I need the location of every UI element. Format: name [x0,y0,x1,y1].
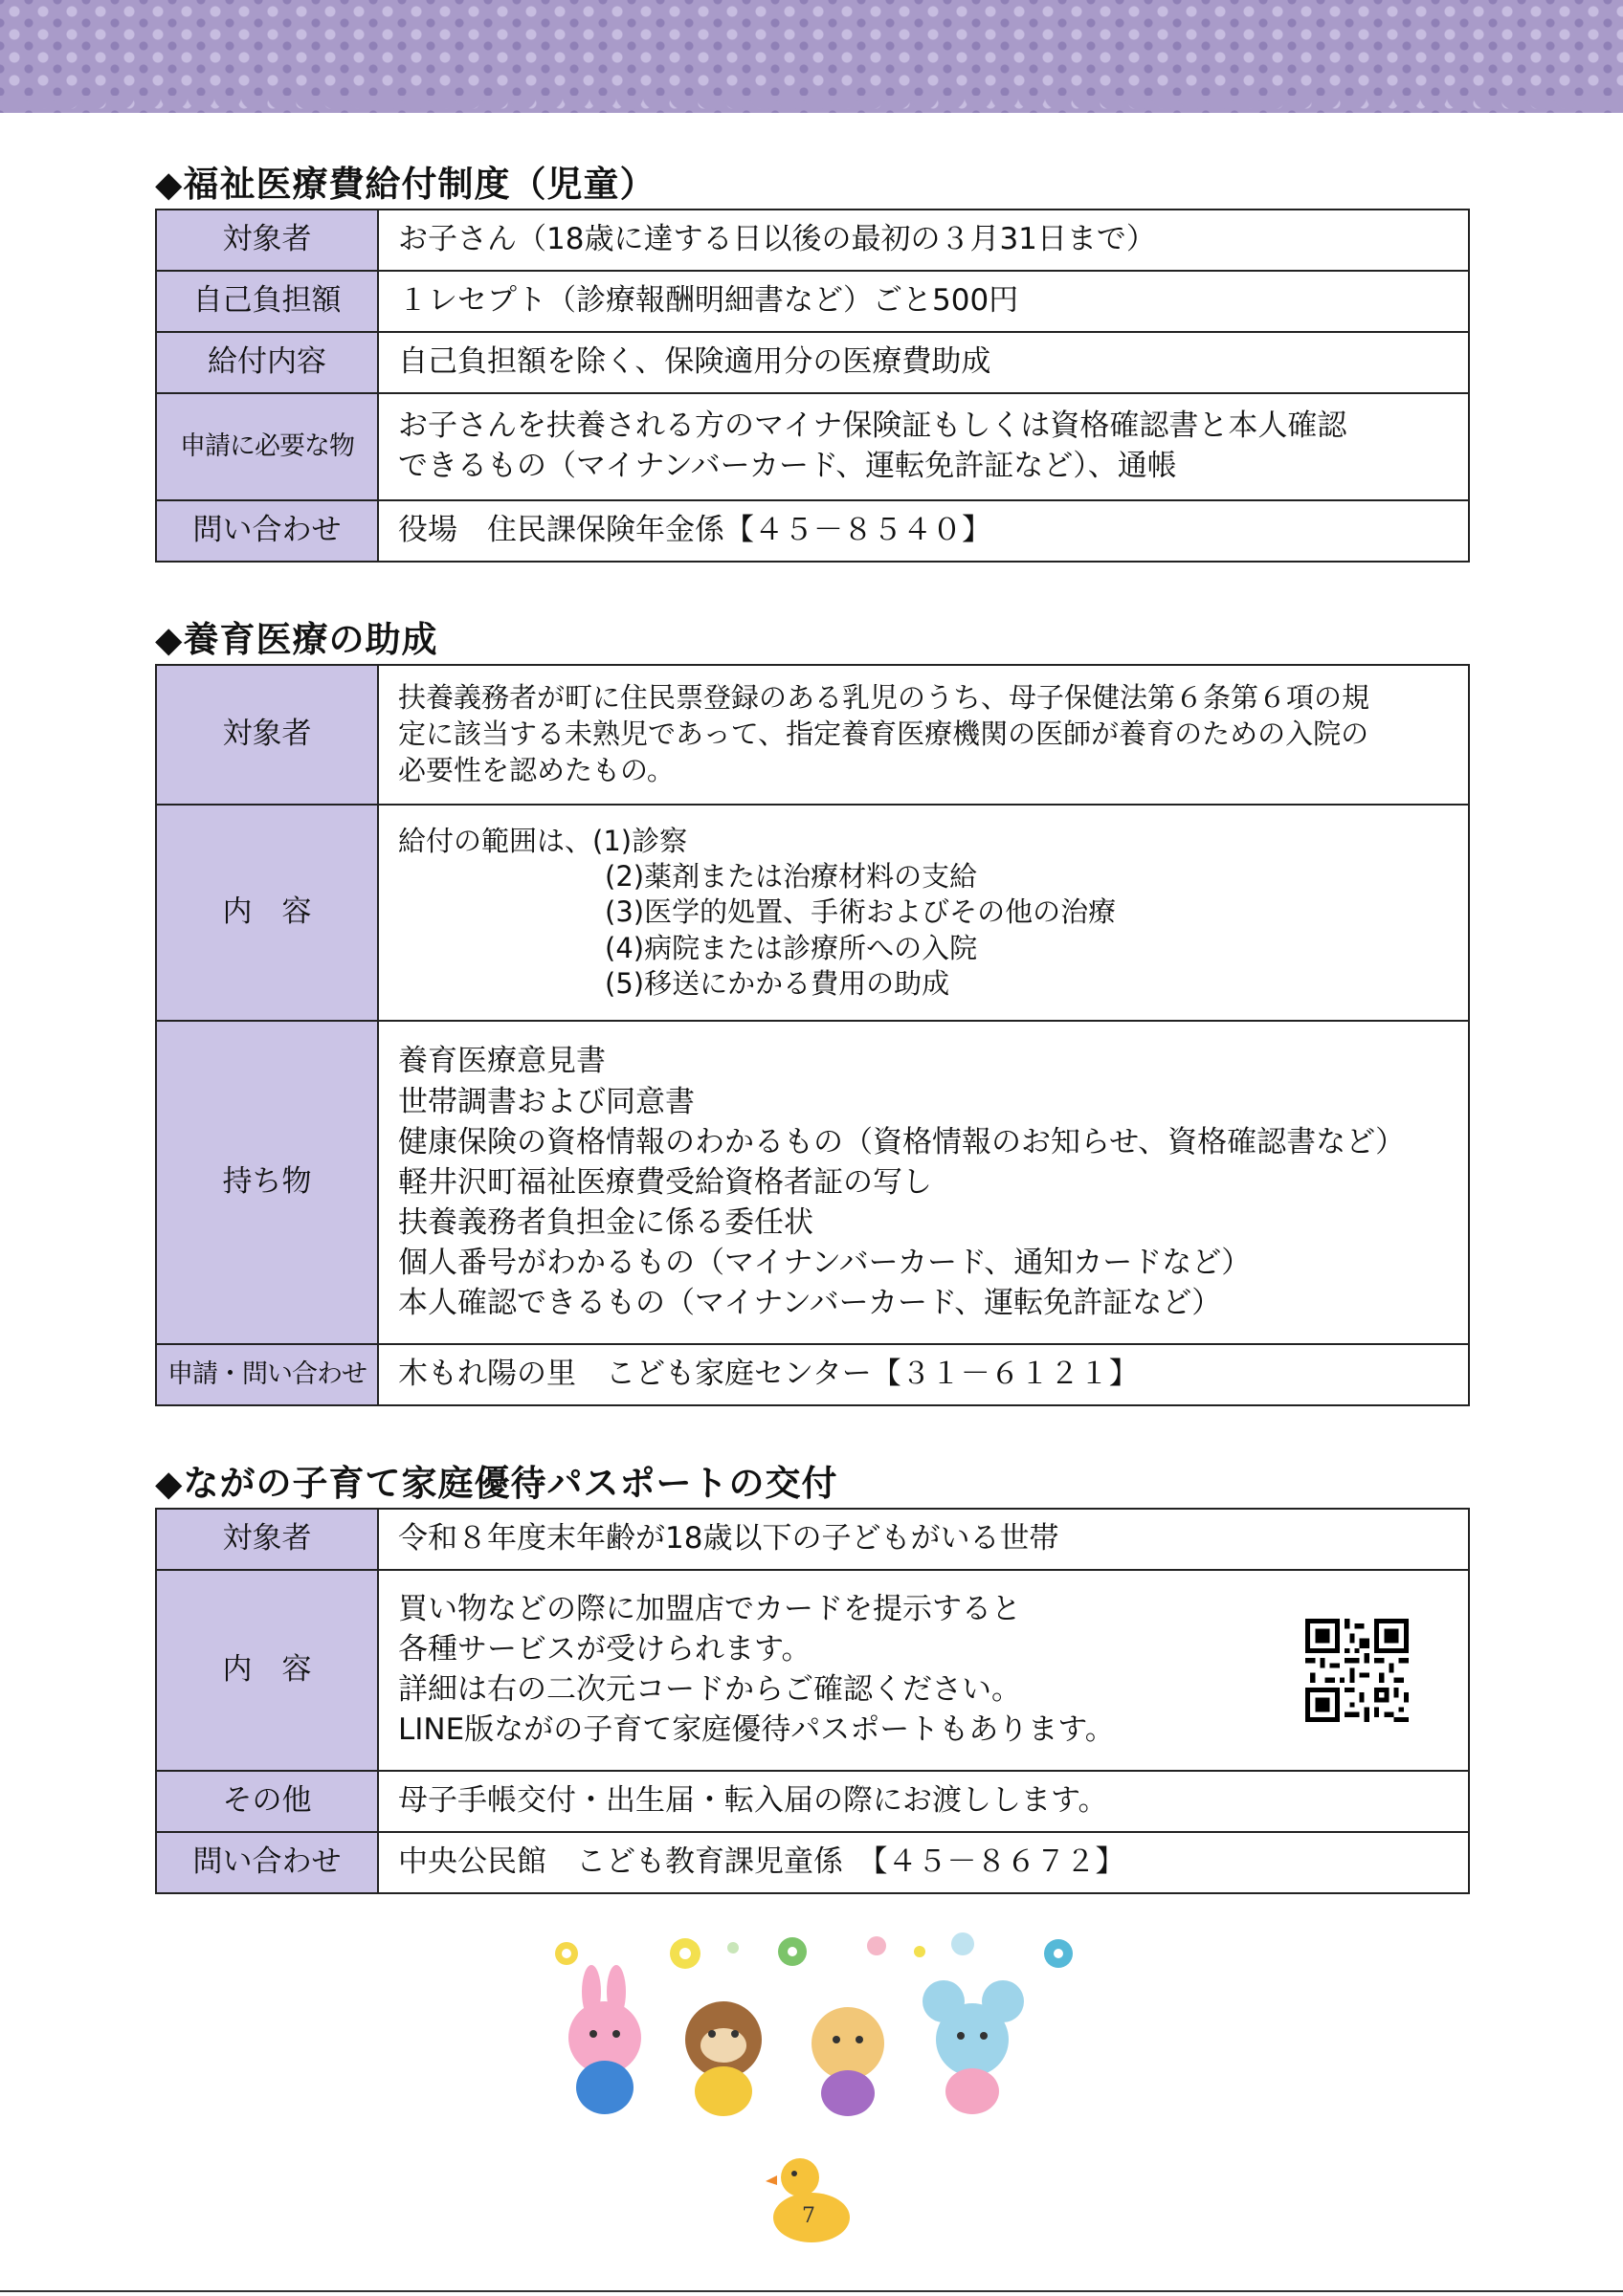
table-row [156,1509,1469,1570]
bottom-divider [0,2290,1623,2292]
row-value: 令和８年度末年齢が18歳以下の子どもがいる世帯 [378,1509,1469,1570]
header-wavy-edge [0,96,1623,119]
page-number: 7 [802,2204,815,2228]
row-label: 内 容 [156,805,378,1021]
family-passport-table [155,1508,1470,1894]
section-title-family-passport: ◆ながの子育て家庭優待パスポートの交付 [155,1463,838,1504]
list-item: (4)病院または診療所への入院 [605,931,978,964]
table-row [156,332,1469,393]
row-label: 問い合わせ [156,1832,378,1893]
table-row [156,1570,1469,1771]
row-value: 中央公民館 こども教育課児童係 【４５－８６７２】 [378,1832,1469,1893]
flower-icon [555,1932,1073,1969]
row-value [378,393,1469,500]
nurture-medical-table [155,664,1470,1406]
row-label: その他 [156,1771,378,1832]
value-line: 定に該当する未熟児であって、指定養育医療機関の医師が養育のための入院の [398,718,1369,751]
list-item: 養育医療意見書 [398,1044,606,1079]
row-label: 給付内容 [156,332,378,393]
row-value: お子さん（18歳に達する日以後の最初の３月31日まで） [378,210,1469,271]
list-item: 世帯調書および同意書 [398,1084,695,1119]
row-label: 問い合わせ [156,500,378,562]
section-title-nurture-medical: ◆養育医療の助成 [155,619,438,660]
table-row [156,1344,1469,1405]
row-value: 自己負担額を除く、保険適用分の医療費助成 [378,332,1469,393]
content-text [398,1590,1115,1750]
table-row [156,500,1469,562]
value-line: LINE版ながの子育て家庭優待パスポートもあります。 [398,1711,1115,1747]
row-label: 申請・問い合わせ [156,1344,378,1405]
row-label: 対象者 [156,665,378,805]
value-line: 扶養義務者が町に住民票登録のある乳児のうち、母子保健法第６条第６項の規 [398,681,1370,715]
row-value: １レセプト（診療報酬明細書など）ごと500円 [378,271,1469,332]
row-label: 持ち物 [156,1021,378,1344]
table-row [156,805,1469,1021]
list-item: (3)医学的処置、手術およびその他の治療 [605,895,1117,929]
list-item: 本人確認できるもの（マイナンバーカード、運転免許証など） [398,1286,1222,1321]
table-row [156,271,1469,332]
row-label: 対象者 [156,1509,378,1570]
tanuki-character [685,2001,762,2116]
row-value: 母子手帳交付・出生届・転入届の際にお渡しします。 [378,1771,1469,1832]
row-value: 役場 住民課保険年金係【４５－８５４０】 [378,500,1469,562]
section-title-welfare-medical: ◆福祉医療費給付制度（児童） [155,164,656,205]
row-value [378,665,1469,805]
table-row [156,1021,1469,1344]
animals-illustration [542,1932,1087,2124]
table-row [156,210,1469,271]
content-with-qr [398,1590,1449,1750]
table-row [156,393,1469,500]
value-line: できるもの（マイナンバーカード、運転免許証など）、通帳 [398,449,1177,483]
list-item: 健康保険の資格情報のわかるもの（資格情報のお知らせ、資格確認書など） [398,1124,1406,1159]
mouse-character [923,1980,1024,2114]
row-value [378,805,1469,1021]
value-line: 詳細は右の二次元コードからご確認ください。 [398,1672,1021,1707]
row-value: 木もれ陽の里 こども家庭センター【３１－６１２１】 [378,1344,1469,1405]
row-label: 申請に必要な物 [156,393,378,500]
qr-code-icon[interactable] [1305,1619,1409,1722]
value-line: お子さんを扶養される方のマイナ保険証もしくは資格確認書と本人確認 [398,408,1347,444]
row-value [378,1021,1469,1344]
row-label: 自己負担額 [156,271,378,332]
table-row [156,665,1469,805]
table-row [156,1832,1469,1893]
value-line: 給付の範囲は、(1)診察 [398,825,688,858]
row-label: 内 容 [156,1570,378,1771]
list-item: 扶養義務者負担金に係る委任状 [398,1205,813,1241]
list-item: (5)移送にかかる費用の助成 [605,966,950,1000]
list-item: (2)薬剤または治療材料の支給 [605,860,978,894]
rabbit-character [568,1965,641,2114]
value-line: 買い物などの際に加盟店でカードを提示すると [398,1592,1021,1627]
duck-icon [766,2154,854,2246]
value-line: 各種サービスが受けられます。 [398,1632,812,1667]
cat-character [812,2007,884,2116]
list-item: 個人番号がわかるもの（マイナンバーカード、通知カードなど） [398,1246,1252,1281]
list-item: 軽井沢町福祉医療費受給資格者証の写し [398,1164,932,1200]
row-value [378,1570,1469,1771]
welfare-medical-table [155,209,1470,563]
row-label: 対象者 [156,210,378,271]
value-line: 必要性を認めたもの。 [398,753,675,786]
table-row [156,1771,1469,1832]
